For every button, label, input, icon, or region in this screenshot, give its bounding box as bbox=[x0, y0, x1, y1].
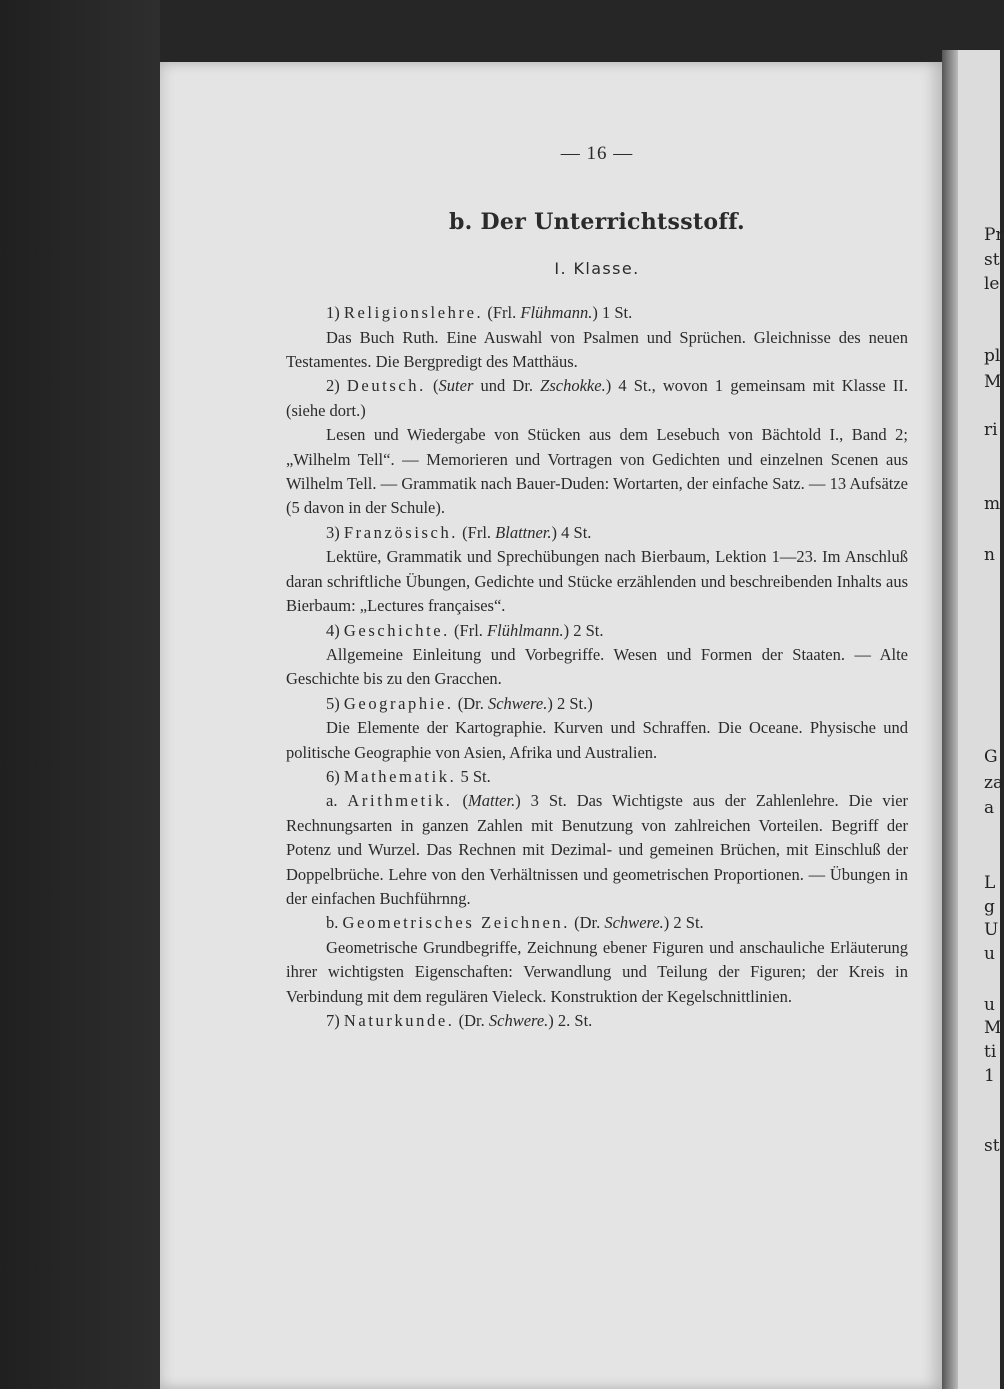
facing-text: pl bbox=[984, 346, 1001, 366]
facing-text: ri bbox=[984, 420, 998, 440]
page-number: — 16 — bbox=[560, 143, 634, 164]
facing-page-fragment bbox=[958, 50, 1004, 1389]
teacher-name: Schwere. bbox=[487, 693, 548, 713]
facing-text: m bbox=[984, 494, 1001, 514]
facing-text: a bbox=[984, 798, 995, 818]
subject-geometrie: b. Geometrisches Zeichnen. (Dr. Schwere.) 2 St. bbox=[326, 913, 704, 933]
subject-name: Geschichte. bbox=[343, 620, 450, 640]
subject-text: Lesen und Wiedergabe von Stücken aus dem Lesebuch von Bächtold I., Band 2; „Wilhelm Tell“. — Memorieren und Vortragen von Gedichten und einzelnen Scenen aus Wilhelm Tell. — Grammatik nach Bauer-Duden: Wortarten, der einfache Satz. — 13 Aufsätze (5 davon in der Schule). bbox=[286, 425, 908, 518]
subject-deutsch: 2) Deutsch. (Suter und Dr. Zschokke.) 4 St., wovon 1 gemeinsam mit Klasse II. (siehe dort.) bbox=[286, 376, 908, 420]
facing-text: G bbox=[984, 747, 998, 767]
facing-text: U bbox=[984, 920, 999, 940]
facing-text: g bbox=[984, 897, 995, 917]
teacher-name: Zschokke. bbox=[540, 376, 606, 396]
facing-text: za bbox=[984, 773, 1004, 793]
subject-naturkunde: 7) Naturkunde. (Dr. Schwere.) 2. St. bbox=[326, 1011, 593, 1030]
facing-text: Pr bbox=[984, 225, 1004, 245]
teacher-name: Flühlmann. bbox=[487, 620, 564, 640]
facing-text: 1 bbox=[984, 1066, 995, 1086]
page-content bbox=[286, 142, 908, 1033]
facing-text: M bbox=[984, 372, 1002, 392]
teacher-name: Matter. bbox=[468, 791, 516, 811]
subject-name: Arithmetik. bbox=[347, 791, 453, 811]
facing-text: M bbox=[984, 1018, 1002, 1038]
facing-text: ti bbox=[984, 1042, 997, 1062]
subject-name: Geographie. bbox=[343, 693, 454, 713]
subject-geschichte: 4) Geschichte. (Frl. Flühlmann.) 2 St. bbox=[326, 620, 604, 640]
facing-text: le bbox=[984, 274, 1000, 294]
class-title: I. Klasse. bbox=[554, 258, 640, 278]
teacher-name: Flühmann. bbox=[520, 303, 593, 323]
left-background bbox=[0, 0, 160, 1389]
facing-text: L bbox=[984, 873, 996, 893]
subject-text: Die Elemente der Kartographie. Kurven und Schraffen. Die Oceane. Physische und politische Geographie von Asien, Afrika und Australien. bbox=[286, 718, 908, 762]
teacher-name: Suter bbox=[438, 376, 474, 396]
subject-text: Geometrische Grundbegriffe, Zeichnung ebener Figuren und anschauliche Erläuterung ihrer wichtigsten Eigenschaften: Verwandlung und Teilung der Figuren; der Kreis in Verbindung mit dem regulären Vieleck. Konstruktion der Kegelschnittlinien. bbox=[286, 937, 908, 1006]
subject-mathematik: 6) Mathematik. 5 St. bbox=[326, 766, 491, 786]
facing-text: u bbox=[984, 995, 995, 1015]
subject-franzoesisch: 3) Französisch. (Frl. Blattner.) 4 St. bbox=[326, 522, 592, 542]
subject-religion: 1) Religionslehre. (Frl. Flühmann.) 1 St. bbox=[326, 303, 633, 323]
subject-text: Allgemeine Einleitung und Vorbegriffe. Wesen und Formen der Staaten. — Alte Geschichte bis zu den Gracchen. bbox=[286, 644, 908, 689]
facing-text: u bbox=[984, 944, 995, 964]
subject-name: Deutsch. bbox=[346, 376, 426, 396]
teacher-name: Blattner. bbox=[495, 522, 552, 542]
subject-text: Das Buch Ruth. Eine Auswahl von Psalmen und Sprüchen. Gleichnisse des neuen Testamentes. Die Bergpredigt des Matthäus. bbox=[286, 327, 908, 372]
subject-name: Französisch. bbox=[343, 522, 459, 542]
subject-geographie: 5) Geographie. (Dr. Schwere.) 2 St.) bbox=[326, 693, 593, 713]
subject-name: Mathematik. bbox=[343, 766, 457, 786]
subject-name: Naturkunde. bbox=[343, 1011, 455, 1030]
subject-name: Geometrisches Zeichnen. bbox=[342, 913, 570, 933]
subject-arithmetik: a. Arithmetik. (Matter.) 3 St. Das Wichtigste aus der Zahlenlehre. Die vier Rechnungsarten in ganzen Zahlen mit Benutzung von zahlreichen Vorteilen. Begriff der Potenz und Wurzel. Das Rechnen mit Dezimal- und gemeinen Brüchen, mit Einschluß der Doppelbrüche. Lehre von den Verhältnissen und geometrischen Proportionen. — Übungen in der einfachen Buchführnng. bbox=[286, 791, 909, 908]
facing-text: st bbox=[984, 250, 1000, 270]
facing-text: n bbox=[984, 545, 995, 565]
subject-name: Religionslehre. bbox=[343, 303, 484, 323]
teacher-name: Schwere. bbox=[488, 1011, 549, 1030]
subject-text: Lektüre, Grammatik und Sprechübungen nach Bierbaum, Lektion 1—23. Im Anschluß daran schriftliche Übungen, Gedichte und Stücke erzählenden und beschreibenden Inhalts aus Bierbaum: „Lectures françaises“. bbox=[286, 547, 908, 616]
facing-text: st bbox=[984, 1136, 1000, 1156]
section-title: b. Der Unterrichtsstoff. bbox=[448, 209, 746, 236]
teacher-name: Schwere. bbox=[604, 913, 664, 933]
